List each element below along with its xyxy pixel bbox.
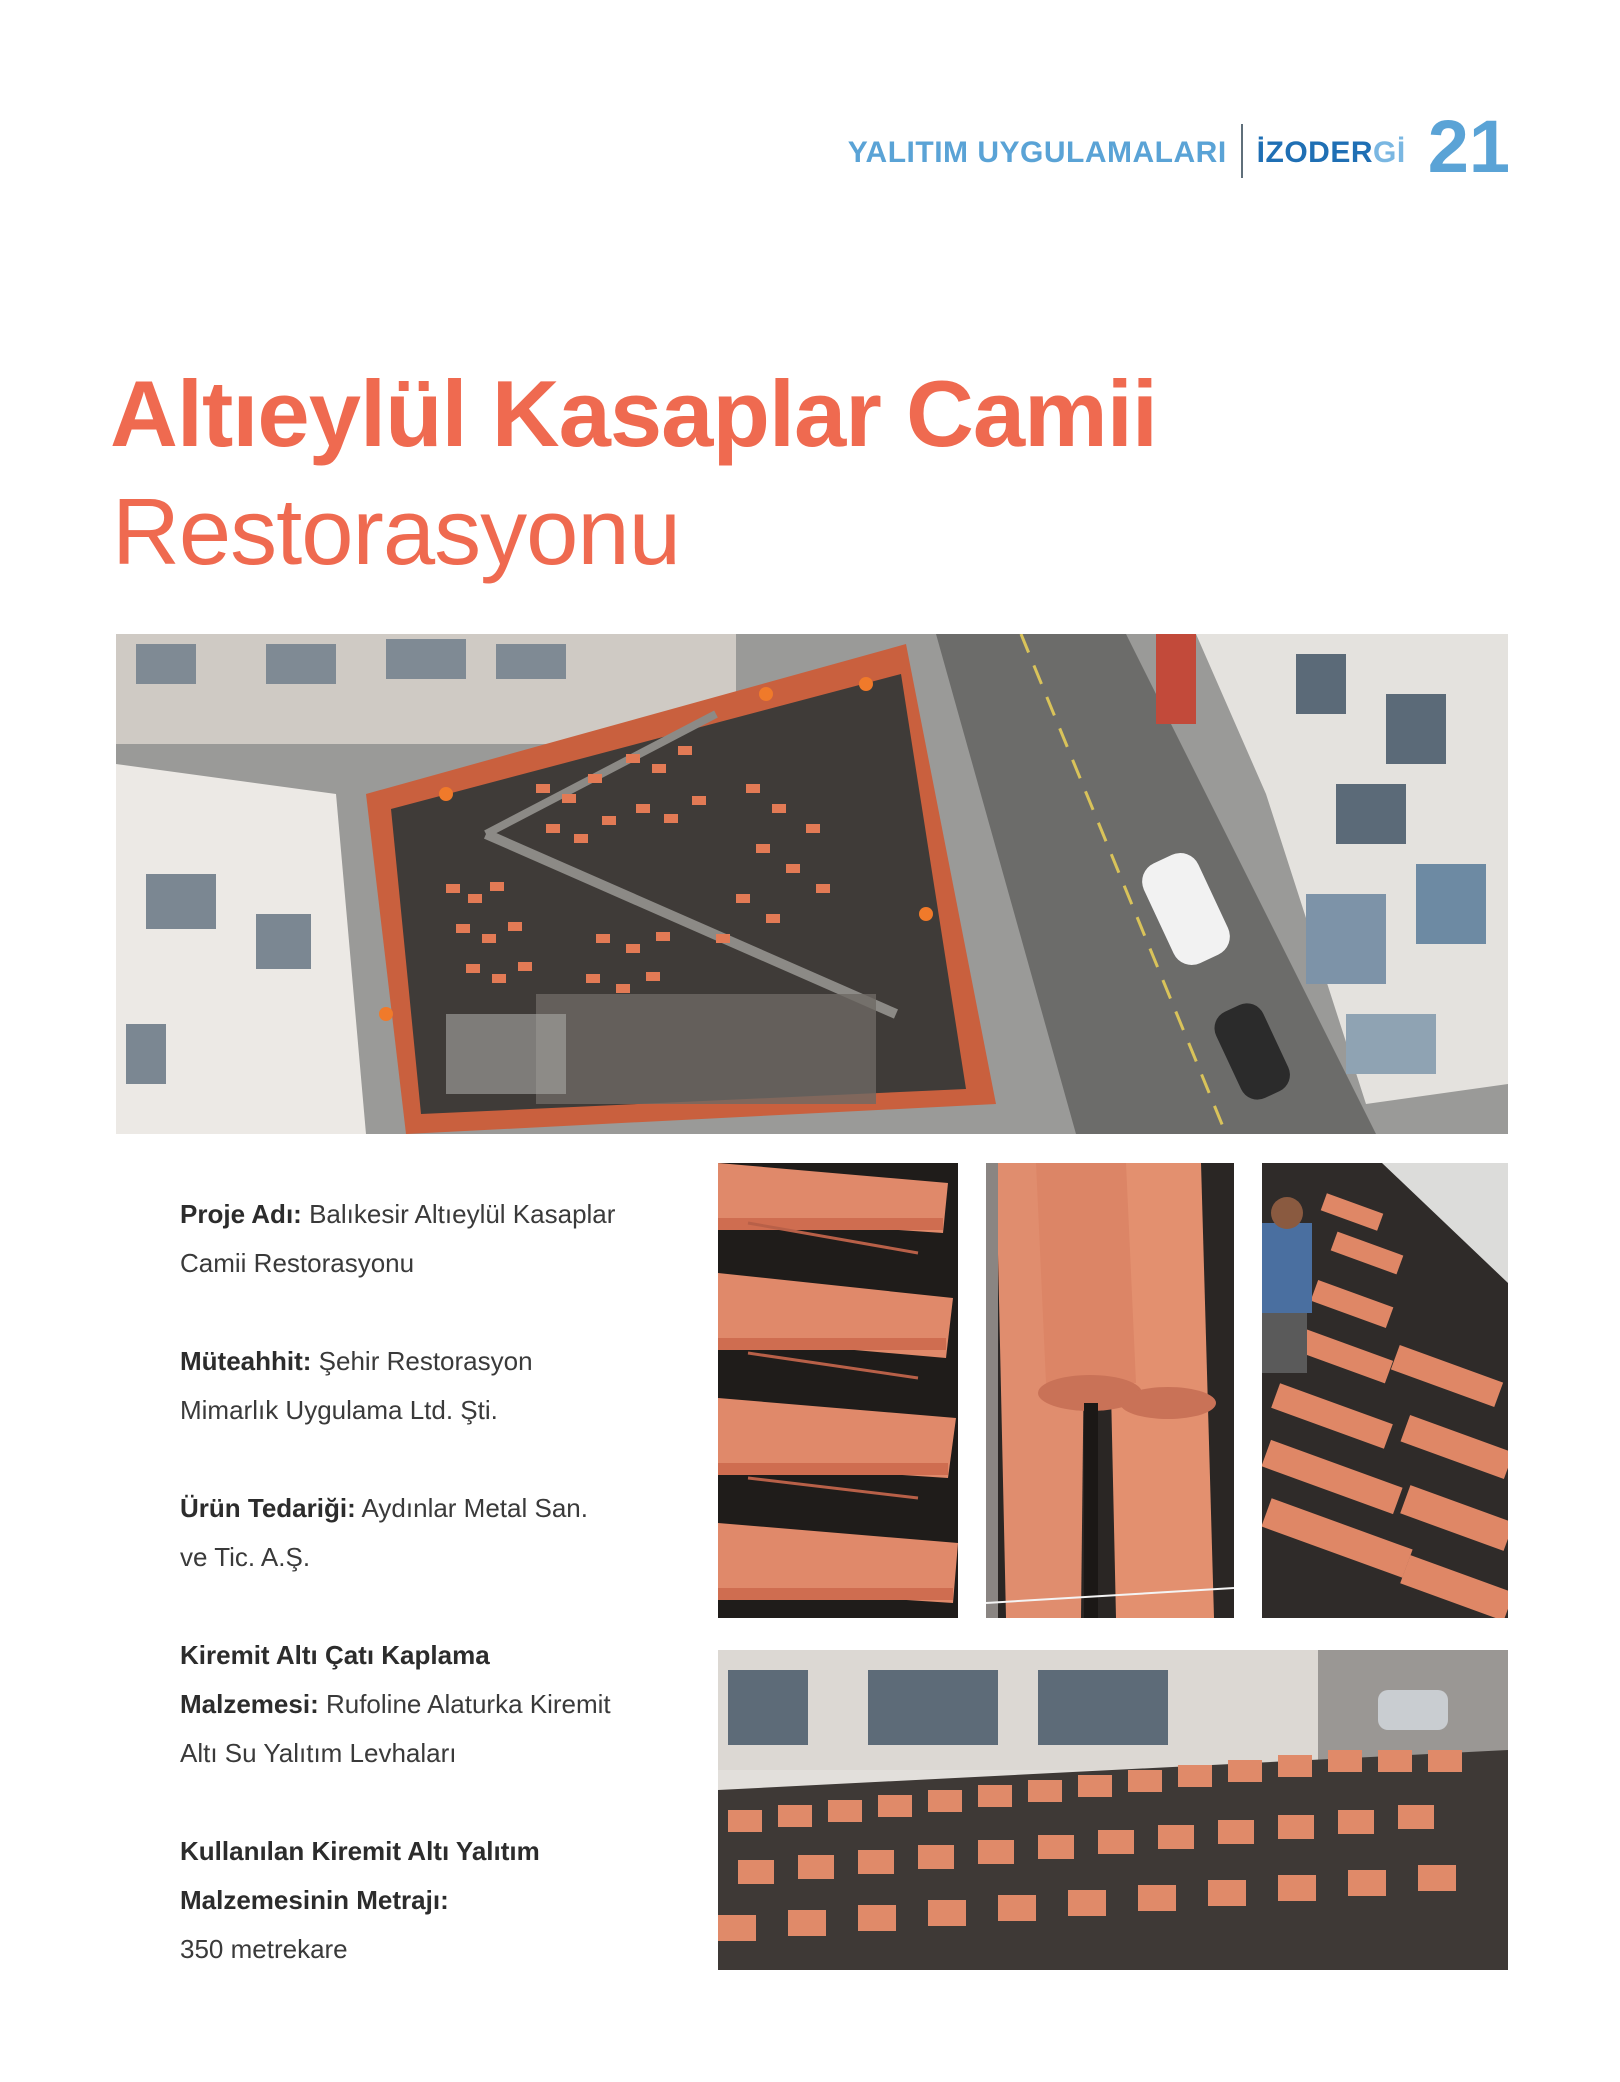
detail-value: Camii Restorasyonu	[180, 1248, 415, 1278]
detail-value: Şehir Restorasyon	[318, 1346, 533, 1376]
article-title: Altıeylül Kasaplar Camii	[110, 361, 1157, 466]
detail-value: ve Tic. A.Ş.	[180, 1542, 311, 1572]
page-header	[847, 105, 1510, 188]
project-details	[180, 1190, 700, 2023]
magazine-logo: İZODERGİ	[1256, 136, 1406, 169]
detail-project-name	[180, 1190, 700, 1288]
header-divider	[1241, 124, 1243, 178]
detail-supplier	[180, 1484, 700, 1582]
detail-contractor	[180, 1337, 700, 1435]
detail-label: Ürün Tedariği:	[180, 1493, 356, 1523]
detail-label: Proje Adı:	[180, 1199, 302, 1229]
tile-detail-photo-1	[718, 1163, 958, 1618]
detail-material	[180, 1631, 700, 1778]
detail-label: Malzemesi:	[180, 1689, 319, 1719]
detail-label: Malzemesinin Metrajı:	[180, 1885, 449, 1915]
detail-value: Altı Su Yalıtım Levhaları	[180, 1738, 457, 1768]
detail-value: 350 metrekare	[180, 1934, 348, 1964]
detail-label: Kullanılan Kiremit Altı Yalıtım	[180, 1836, 540, 1866]
tile-detail-photo-2	[986, 1163, 1234, 1618]
aerial-roof-photo	[116, 634, 1508, 1134]
detail-quantity	[180, 1827, 700, 1974]
detail-label: Kiremit Altı Çatı Kaplama	[180, 1640, 490, 1670]
roof-tiles-wide-photo	[718, 1650, 1508, 1970]
section-title: YALITIM UYGULAMALARI	[847, 136, 1227, 169]
detail-value: Rufoline Alaturka Kiremit	[325, 1689, 611, 1719]
detail-value: Balıkesir Altıeylül Kasaplar	[309, 1199, 616, 1229]
workers-on-roof-photo	[1262, 1163, 1508, 1618]
article-subtitle: Restorasyonu	[112, 479, 680, 584]
detail-label: Müteahhit:	[180, 1346, 312, 1376]
page-number: 21	[1427, 105, 1510, 188]
detail-value: Mimarlık Uygulama Ltd. Şti.	[180, 1395, 498, 1425]
detail-value: Aydınlar Metal San.	[361, 1493, 588, 1523]
